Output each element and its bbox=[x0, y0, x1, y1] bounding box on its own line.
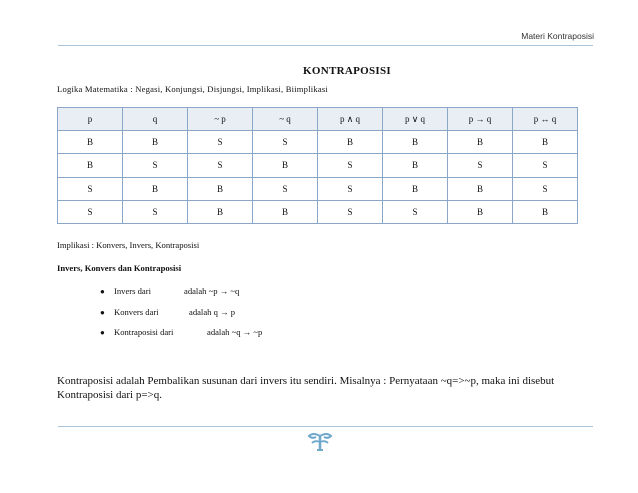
table-cell: S bbox=[513, 177, 578, 200]
bullet-formula: adalah ~p → ~q bbox=[184, 286, 240, 296]
document-title: KONTRAPOSISI bbox=[303, 65, 391, 77]
column-header: ~ q bbox=[253, 108, 318, 131]
table-cell: B bbox=[383, 177, 448, 200]
column-header: p bbox=[58, 108, 123, 131]
bullet-icon: ● bbox=[100, 307, 105, 317]
table-cell: B bbox=[253, 154, 318, 177]
table-cell: S bbox=[253, 177, 318, 200]
list-item bbox=[100, 307, 235, 317]
paragraph: Kontraposisi adalah Pembalikan susunan dari invers itu sendiri. Misalnya : Pernyataan ~q=>~p, maka ini disebut Kontraposisi dari p=>q. bbox=[57, 375, 555, 401]
table-cell: S bbox=[448, 154, 513, 177]
table-cell: B bbox=[448, 200, 513, 223]
table-cell: B bbox=[513, 131, 578, 154]
table-row bbox=[58, 154, 578, 177]
table-cell: B bbox=[383, 131, 448, 154]
table-row bbox=[58, 200, 578, 223]
table-cell: B bbox=[188, 200, 253, 223]
table-cell: B bbox=[123, 177, 188, 200]
implikasi-line: Implikasi : Konvers, Invers, Kontraposisi bbox=[57, 240, 200, 250]
table-cell: B bbox=[448, 177, 513, 200]
column-header: p ∧ q bbox=[318, 108, 383, 131]
header-divider bbox=[58, 45, 593, 46]
bullet-label: Konvers dari bbox=[114, 307, 159, 317]
table-cell: S bbox=[58, 200, 123, 223]
column-header: p ∨ q bbox=[383, 108, 448, 131]
footer-ornament-icon bbox=[306, 430, 334, 452]
table-cell: S bbox=[318, 200, 383, 223]
table-row bbox=[58, 177, 578, 200]
table-cell: S bbox=[188, 131, 253, 154]
table-cell: S bbox=[318, 154, 383, 177]
list-item bbox=[100, 327, 262, 337]
table-cell: B bbox=[253, 200, 318, 223]
truth-table-header-row bbox=[58, 108, 578, 131]
list-item bbox=[100, 286, 239, 296]
column-header: p ↔ q bbox=[513, 108, 578, 131]
table-cell: S bbox=[188, 154, 253, 177]
table-cell: B bbox=[123, 131, 188, 154]
table-cell: S bbox=[123, 154, 188, 177]
bullet-formula: adalah ~q → ~p bbox=[207, 327, 263, 337]
column-header: q bbox=[123, 108, 188, 131]
truth-table bbox=[57, 107, 578, 224]
table-cell: B bbox=[58, 131, 123, 154]
header-title: Materi Kontraposisi bbox=[521, 31, 594, 41]
table-cell: S bbox=[318, 177, 383, 200]
table-cell: S bbox=[253, 131, 318, 154]
table-cell: B bbox=[318, 131, 383, 154]
section-heading: Invers, Konvers dan Kontraposisi bbox=[57, 263, 182, 273]
bullet-icon: ● bbox=[100, 286, 105, 296]
document-subtitle: Logika Matematika : Negasi, Konjungsi, Disjungsi, Implikasi, Biimplikasi bbox=[57, 84, 328, 94]
bullet-formula: adalah q → p bbox=[189, 307, 236, 317]
table-cell: B bbox=[383, 154, 448, 177]
table-cell: S bbox=[383, 200, 448, 223]
table-cell: S bbox=[123, 200, 188, 223]
bullet-label: Kontraposisi dari bbox=[114, 327, 174, 337]
table-cell: B bbox=[448, 131, 513, 154]
column-header: ~ p bbox=[188, 108, 253, 131]
table-row bbox=[58, 131, 578, 154]
table-cell: B bbox=[188, 177, 253, 200]
column-header: p → q bbox=[448, 108, 513, 131]
table-cell: S bbox=[513, 154, 578, 177]
bullet-icon: ● bbox=[100, 327, 105, 337]
bullet-label: Invers dari bbox=[114, 286, 151, 296]
table-cell: S bbox=[58, 177, 123, 200]
table-cell: B bbox=[58, 154, 123, 177]
footer-divider bbox=[58, 426, 593, 427]
table-cell: B bbox=[513, 200, 578, 223]
